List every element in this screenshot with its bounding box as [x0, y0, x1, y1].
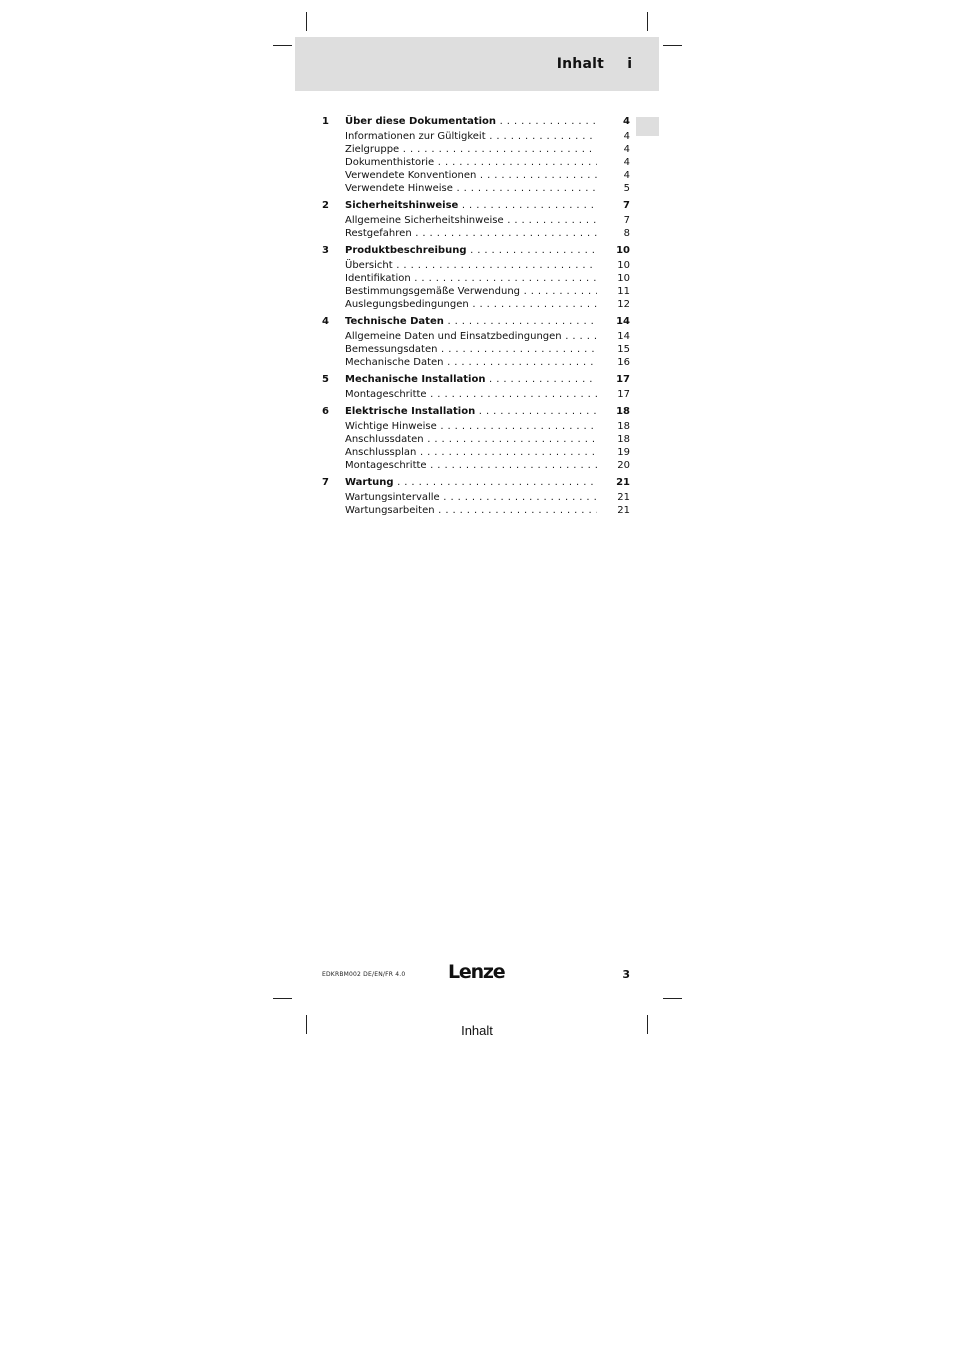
entry-title-wrap	[345, 298, 597, 311]
toc-entry[interactable]	[322, 156, 630, 169]
entry-title-wrap	[345, 446, 597, 459]
crop-mark	[663, 998, 682, 999]
document-code: EDKRBM002 DE/EN/FR 4.0	[322, 971, 406, 978]
entry-page: 12	[617, 299, 630, 310]
crop-mark	[647, 12, 648, 31]
chapter-title: Sicherheitshinweise	[345, 200, 459, 211]
chapter-title-wrap	[345, 115, 597, 128]
chapter-title-wrap	[345, 405, 597, 418]
entry-title-wrap	[345, 130, 597, 143]
entry-title: Wartungsarbeiten	[345, 505, 435, 516]
entry-title-wrap	[345, 343, 597, 356]
entry-title-wrap	[345, 272, 597, 285]
toc-section	[322, 405, 630, 472]
crop-mark	[663, 45, 682, 46]
toc-entry[interactable]	[322, 214, 630, 227]
chapter-number: 3	[322, 245, 329, 256]
entry-title: Allgemeine Sicherheitshinweise	[345, 215, 504, 226]
entry-page: 4	[623, 157, 630, 168]
chapter-number: 1	[322, 116, 329, 127]
entry-title: Wartungsintervalle	[345, 492, 440, 503]
toc-entry[interactable]	[322, 182, 630, 195]
chapter-page: 21	[616, 477, 630, 488]
chapter-number: 5	[322, 374, 329, 385]
entry-page: 15	[617, 344, 630, 355]
entry-title-wrap	[345, 182, 597, 195]
entry-page: 18	[617, 434, 630, 445]
toc-chapter-entry[interactable]	[322, 373, 630, 388]
entry-title-wrap	[345, 420, 597, 433]
entry-title: Verwendete Hinweise	[345, 183, 453, 194]
entry-title-wrap	[345, 227, 597, 240]
chapter-page: 4	[623, 116, 630, 127]
entry-page: 14	[617, 331, 630, 342]
entry-page: 10	[617, 260, 630, 271]
entry-title: Informationen zur Gültigkeit	[345, 131, 486, 142]
toc-section	[322, 373, 630, 401]
entry-page: 5	[623, 183, 630, 194]
toc-chapter-entry[interactable]	[322, 244, 630, 259]
chapter-title-wrap	[345, 373, 597, 386]
entry-title-wrap	[345, 214, 597, 227]
toc-entry[interactable]	[322, 227, 630, 240]
crop-mark	[273, 998, 292, 999]
entry-page: 4	[623, 131, 630, 142]
chapter-title-wrap	[345, 476, 597, 489]
toc-entry[interactable]	[322, 446, 630, 459]
toc-entry[interactable]	[322, 169, 630, 182]
toc-chapter-entry[interactable]	[322, 405, 630, 420]
entry-title-wrap	[345, 330, 597, 343]
entry-title-wrap	[345, 169, 597, 182]
page-title: Inhalt	[556, 56, 604, 72]
toc-entry[interactable]	[322, 388, 630, 401]
entry-title-wrap	[345, 285, 597, 298]
toc-entry[interactable]	[322, 330, 630, 343]
entry-title: Bestimmungsgemäße Verwendung	[345, 286, 521, 297]
toc-entry[interactable]	[322, 143, 630, 156]
table-of-contents	[322, 115, 630, 521]
toc-section	[322, 115, 630, 195]
toc-entry[interactable]	[322, 420, 630, 433]
chapter-title: Wartung	[345, 477, 394, 488]
info-icon: i	[627, 56, 632, 72]
entry-page: 17	[617, 389, 630, 400]
toc-entry[interactable]	[322, 298, 630, 311]
chapter-number: 7	[322, 477, 329, 488]
entry-title: Anschlussdaten	[345, 434, 424, 445]
toc-section	[322, 244, 630, 311]
entry-title-wrap	[345, 388, 597, 401]
toc-entry[interactable]	[322, 504, 630, 517]
chapter-number: 4	[322, 316, 329, 327]
entry-title-wrap	[345, 459, 597, 472]
entry-page: 21	[617, 492, 630, 503]
toc-entry[interactable]	[322, 285, 630, 298]
entry-title-wrap	[345, 356, 597, 369]
chapter-title: Technische Daten	[345, 316, 444, 327]
entry-title: Restgefahren	[345, 228, 412, 239]
entry-page: 4	[623, 170, 630, 181]
entry-page: 19	[617, 447, 630, 458]
chapter-title: Produktbeschreibung	[345, 245, 467, 256]
toc-section	[322, 476, 630, 517]
entry-title-wrap	[345, 491, 597, 504]
entry-title: Montageschritte	[345, 389, 427, 400]
entry-title: Wichtige Hinweise	[345, 421, 437, 432]
toc-entry[interactable]	[322, 491, 630, 504]
toc-entry[interactable]	[322, 130, 630, 143]
entry-title: Anschlussplan	[345, 447, 417, 458]
chapter-page: 17	[616, 374, 630, 385]
toc-entry[interactable]	[322, 433, 630, 446]
entry-page: 16	[617, 357, 630, 368]
chapter-page: 14	[616, 316, 630, 327]
entry-title-wrap	[345, 259, 597, 272]
chapter-page: 10	[616, 245, 630, 256]
entry-title: Identifikation	[345, 273, 411, 284]
chapter-title: Über diese Dokumentation	[345, 116, 497, 127]
chapter-title: Elektrische Installation	[345, 406, 476, 417]
entry-page: 21	[617, 505, 630, 516]
entry-title: Bemessungsdaten	[345, 344, 438, 355]
caption: Inhalt	[461, 1023, 493, 1038]
section-tab-marker	[636, 117, 659, 136]
chapter-title-wrap	[345, 244, 597, 257]
entry-title: Verwendete Konventionen	[345, 170, 477, 181]
entry-title-wrap	[345, 156, 597, 169]
entry-title: Übersicht	[345, 260, 393, 271]
crop-mark	[273, 45, 292, 46]
entry-title: Dokumenthistorie	[345, 157, 435, 168]
entry-title-wrap	[345, 433, 597, 446]
entry-title: Zielgruppe	[345, 144, 400, 155]
chapter-page: 7	[623, 200, 630, 211]
toc-section	[322, 315, 630, 369]
chapter-number: 6	[322, 406, 329, 417]
toc-entry[interactable]	[322, 272, 630, 285]
page-header	[295, 37, 659, 91]
chapter-title: Mechanische Installation	[345, 374, 486, 385]
entry-title-wrap	[345, 143, 597, 156]
entry-page: 10	[617, 273, 630, 284]
entry-title: Allgemeine Daten und Einsatzbedingungen	[345, 331, 562, 342]
entry-title-wrap	[345, 504, 597, 517]
page-number: 3	[622, 968, 630, 981]
entry-page: 11	[617, 286, 630, 297]
entry-title: Auslegungsbedingungen	[345, 299, 469, 310]
toc-entry[interactable]	[322, 459, 630, 472]
entry-title: Montageschritte	[345, 460, 427, 471]
toc-entry[interactable]	[322, 259, 630, 272]
entry-page: 18	[617, 421, 630, 432]
chapter-number: 2	[322, 200, 329, 211]
crop-mark	[306, 12, 307, 31]
toc-chapter-entry[interactable]	[322, 476, 630, 491]
toc-chapter-entry[interactable]	[322, 115, 630, 130]
chapter-page: 18	[616, 406, 630, 417]
toc-entry[interactable]	[322, 356, 630, 369]
entry-page: 8	[623, 228, 630, 239]
toc-chapter-entry[interactable]	[322, 315, 630, 330]
lenze-logo: Lenze	[448, 961, 505, 983]
chapter-title-wrap	[345, 315, 597, 328]
chapter-title-wrap	[345, 199, 597, 212]
toc-entry[interactable]	[322, 343, 630, 356]
entry-page: 20	[617, 460, 630, 471]
entry-page: 4	[623, 144, 630, 155]
entry-page: 7	[623, 215, 630, 226]
toc-chapter-entry[interactable]	[322, 199, 630, 214]
entry-title: Mechanische Daten	[345, 357, 444, 368]
toc-section	[322, 199, 630, 240]
